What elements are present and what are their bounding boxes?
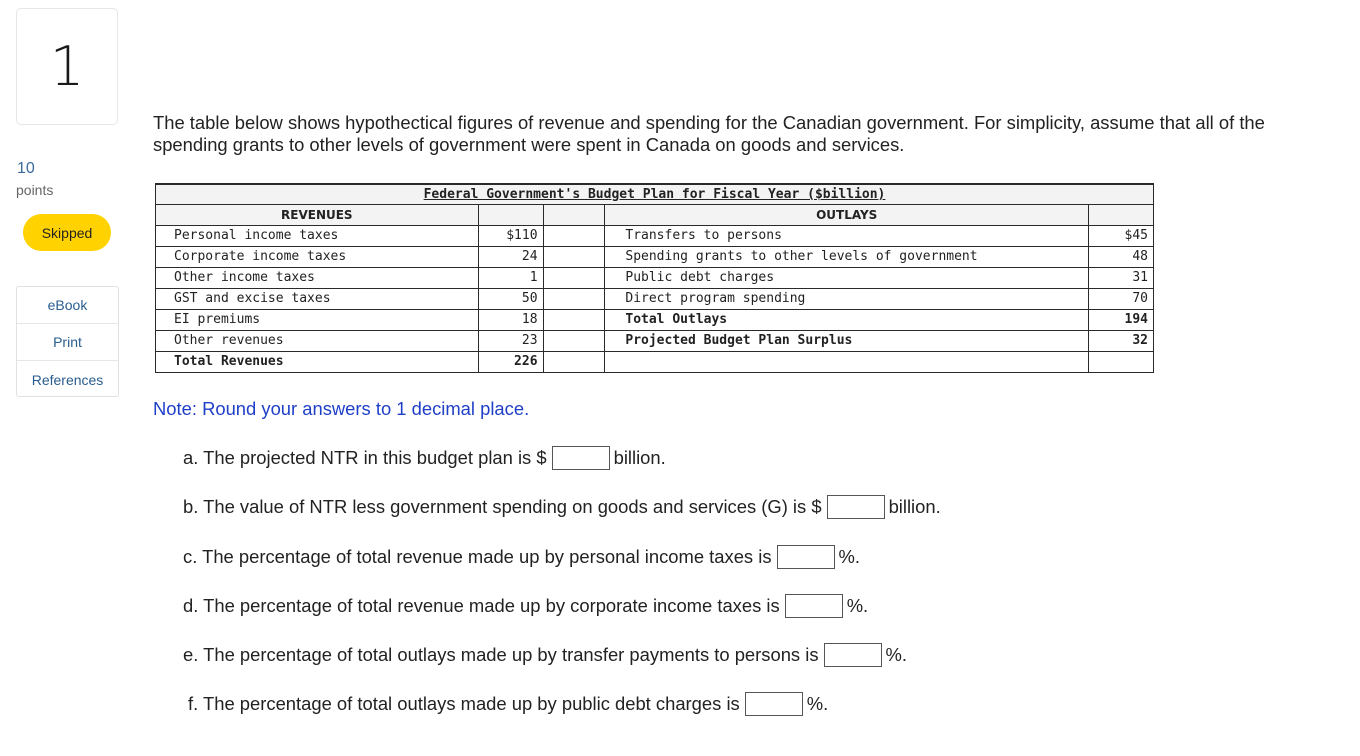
table-row: EI premiums 18 Total Outlays 194: [156, 309, 1154, 330]
table-row: Total Revenues 226: [156, 351, 1154, 372]
outlays-header: OUTLAYS: [605, 204, 1089, 225]
budget-table: [155, 183, 1154, 373]
question-f: f. The percentage of total outlays made up by public debt charges is %.: [188, 693, 829, 714]
question-c: c. The percentage of total revenue made up by personal income taxes is %.: [183, 546, 860, 567]
print-link[interactable]: Print: [17, 324, 118, 361]
revenues-header: REVENUES: [156, 204, 479, 225]
table-row: Other revenues 23 Projected Budget Plan Surplus 32: [156, 330, 1154, 351]
answer-input-f[interactable]: [745, 692, 803, 716]
answer-input-e[interactable]: [824, 643, 882, 667]
table-row: Corporate income taxes 24 Spending grants to other levels of government 48: [156, 246, 1154, 267]
table-row: GST and excise taxes 50 Direct program spending 70: [156, 288, 1154, 309]
points-label: points: [16, 182, 54, 198]
question-b: b. The value of NTR less government spending on goods and services (G) is $ billion.: [183, 496, 941, 517]
ebook-link[interactable]: eBook: [17, 287, 118, 324]
question-d: d. The percentage of total revenue made up by corporate income taxes is %.: [183, 595, 869, 616]
answer-input-a[interactable]: [552, 446, 610, 470]
answer-input-d[interactable]: [785, 594, 843, 618]
question-number-box: [16, 8, 118, 125]
table-row: Other income taxes 1 Public debt charges 31: [156, 267, 1154, 288]
status-badge: Skipped: [23, 214, 111, 251]
answer-input-b[interactable]: [827, 495, 885, 519]
question-a: a. The projected NTR in this budget plan is $ billion.: [183, 447, 666, 468]
points-value: 10: [17, 160, 35, 177]
question-intro: The table below shows hypothectical figures of revenue and spending for the Canadian government. For simplicity, assume that all of the spending grants to other levels of government were spent in Canada on goods and services.: [153, 112, 1265, 155]
answer-input-c[interactable]: [777, 545, 835, 569]
resource-links: [16, 286, 119, 397]
rounding-note: Note: Round your answers to 1 decimal place.: [153, 398, 530, 419]
table-row: Personal income taxes $110 Transfers to persons $45: [156, 225, 1154, 246]
table-title: Federal Government's Budget Plan for Fiscal Year ($billion): [156, 184, 1154, 204]
question-e: e. The percentage of total outlays made up by transfer payments to persons is %.: [183, 644, 907, 665]
question-number: 1: [49, 34, 85, 98]
references-link[interactable]: References: [31, 371, 104, 388]
